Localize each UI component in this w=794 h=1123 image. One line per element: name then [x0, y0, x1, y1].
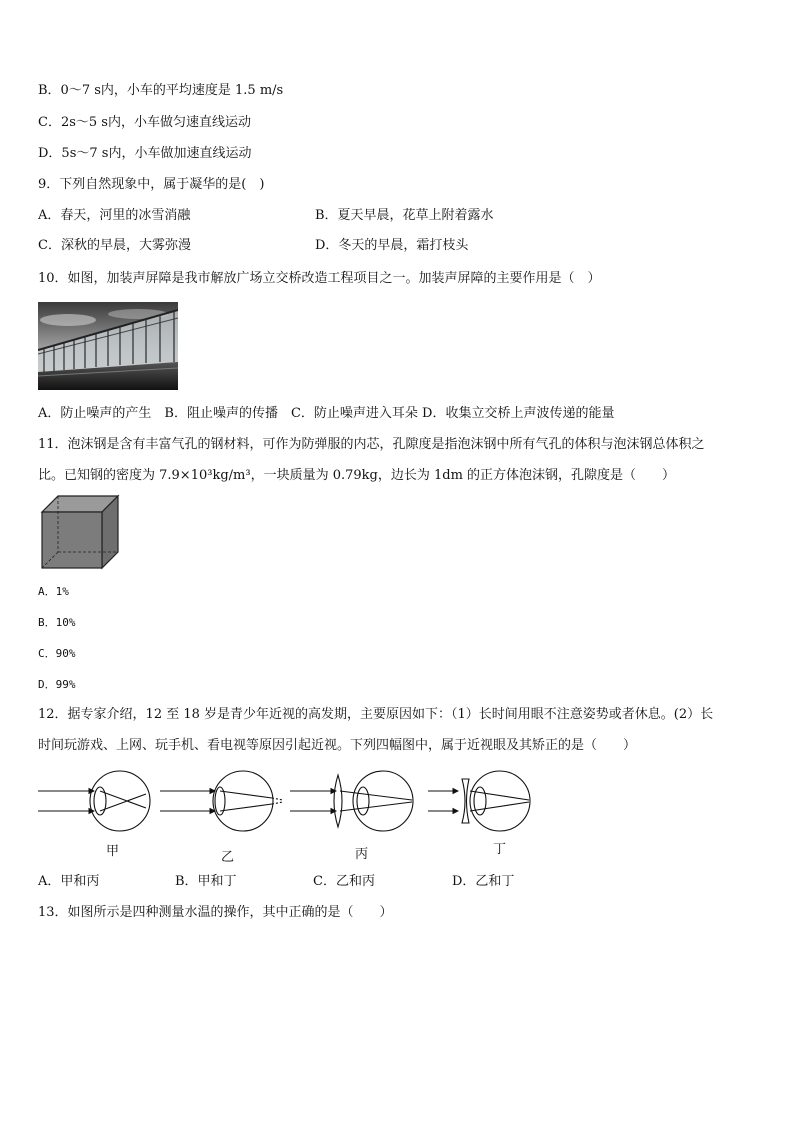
eye-diagram-yi	[160, 771, 283, 831]
q10-options: A．防止噪声的产生 B．阻止噪声的传播 C．防止噪声进入耳朵 D．收集立交桥上声波传递的能量	[38, 406, 615, 421]
q11-stem-line1: 11．泡沫钢是含有丰富气孔的钢材料，可作为防弹服的内芯，孔隙度是指泡沫钢中所有气孔的体积与泡沫钢总体积之	[38, 437, 705, 452]
q11-option-c: C．90%	[38, 647, 76, 660]
q12-stem-line2: 时间玩游戏、上网、玩手机、看电视等原因引起近视。下列四幅图中，属于近视眼及其矫正的是（ ）	[38, 738, 637, 753]
eye-diagram-jia	[38, 771, 150, 831]
q12-stem-line1: 12．据专家介绍，12 至 18 岁是青少年近视的高发期，主要原因如下：（1）长时间用眼不注意姿势或者休息。(2）长	[38, 707, 714, 722]
q9-option-a: A．春天，河里的冰雪消融	[38, 208, 191, 223]
q8-option-b: B．0～7 s内，小车的平均速度是 1.5 m/s	[38, 83, 284, 98]
q9-option-d: D．冬天的早晨，霜打枝头	[315, 238, 469, 253]
q8-option-c: C．2s～5 s内，小车做匀速直线运动	[38, 115, 251, 130]
q9-option-b: B．夏天早晨，花草上附着露水	[315, 208, 494, 223]
eye-label-ding: 丁	[493, 842, 507, 857]
q12-option-b: B．甲和丁	[175, 874, 237, 889]
eye-diagrams-figure	[38, 765, 548, 840]
q9-stem: 9．下列自然现象中，属于凝华的是( )	[38, 177, 265, 192]
q11-option-d: D．99%	[38, 678, 76, 691]
q13-stem: 13．如图所示是四种测量水温的操作，其中正确的是（ ）	[38, 905, 393, 920]
q11-option-b: B．10%	[38, 616, 76, 629]
eye-label-yi: 乙	[221, 850, 235, 865]
q8-option-d: D．5s～7 s内，小车做加速直线运动	[38, 146, 252, 161]
q11-option-a: A．1%	[38, 585, 69, 598]
q12-option-c: C．乙和丙	[313, 874, 375, 889]
q10-stem: 10．如图，加装声屏障是我市解放广场立交桥改造工程项目之一。加装声屏障的主要作用是（ ）	[38, 271, 601, 286]
eye-diagram-bing	[290, 771, 413, 831]
eye-label-bing: 丙	[355, 847, 369, 862]
q11-stem-line2: 比。已知钢的密度为 7.9×10³kg/m³，一块质量为 0.79kg，边长为 1dm 的正方体泡沫钢，孔隙度是（ ）	[38, 468, 676, 483]
q12-option-d: D．乙和丁	[452, 874, 515, 889]
eye-diagram-ding	[428, 771, 530, 831]
q12-option-a: A．甲和丙	[38, 874, 100, 889]
eye-label-jia: 甲	[106, 844, 120, 859]
q9-option-c: C．深秋的早晨，大雾弥漫	[38, 238, 191, 253]
foam-steel-cube-figure	[40, 494, 120, 570]
sound-barrier-photo	[38, 302, 178, 390]
